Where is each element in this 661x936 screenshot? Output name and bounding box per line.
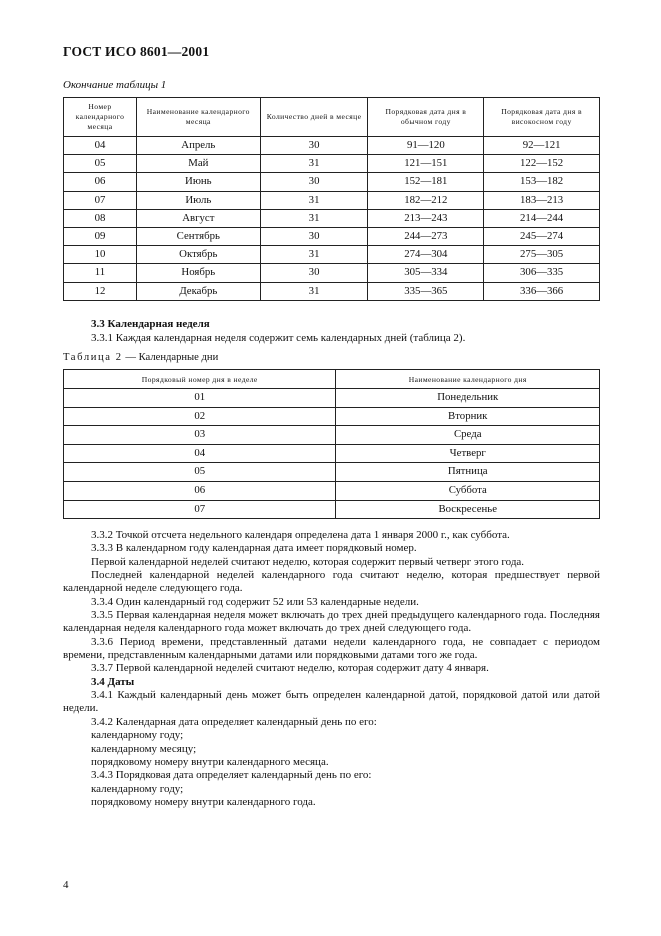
table1 (63, 97, 600, 301)
body-text (63, 529, 600, 809)
page-number: 4 (63, 879, 69, 891)
table-cell: 08 (64, 209, 137, 227)
table-cell: 306—335 (484, 264, 600, 282)
table-cell: 92—121 (484, 137, 600, 155)
table1-header-cell: Количество дней в месяце (260, 98, 368, 137)
table-cell: 122—152 (484, 155, 600, 173)
table-cell: 214—244 (484, 209, 600, 227)
table-cell: 31 (260, 209, 368, 227)
table1-header-cell: Наименование календарного месяца (136, 98, 260, 137)
paragraph: 3.4.1 Каждый календарный день может быть определен календарной датой, порядковой датой или датой недели. (63, 689, 600, 715)
table-cell: 182—212 (368, 191, 484, 209)
paragraph: календарному году; (91, 729, 184, 742)
table2-caption-label: Таблица 2 (63, 352, 123, 363)
table-cell: 06 (64, 173, 137, 191)
paragraph: порядковому номеру внутри календарного месяца. (91, 755, 329, 768)
section-heading: 3.4 Даты (91, 675, 135, 688)
table-row (64, 407, 600, 426)
table-cell: 244—273 (368, 228, 484, 246)
table1-header-cell: Номер календарного месяца (64, 98, 137, 137)
table-cell: Пятница (336, 463, 600, 482)
table-cell: 07 (64, 500, 336, 519)
table-row (64, 481, 600, 500)
table-cell: 11 (64, 264, 137, 282)
paragraph: 3.3.5 Первая календарная неделя может включать до трех дней предыдущего календарного года. Последняя календарная неделя календарного года может включать до трех дней следующего года. (63, 609, 600, 635)
table2-header-row (64, 370, 600, 389)
table-cell: 05 (64, 463, 336, 482)
table-row (64, 389, 600, 408)
document-header: ГОСТ ИСО 8601—2001 (63, 44, 210, 59)
table-cell: 274—304 (368, 246, 484, 264)
table-row (64, 463, 600, 482)
table-row (64, 500, 600, 519)
table-cell: 10 (64, 246, 137, 264)
table2-caption (63, 352, 218, 363)
table-cell: 275—305 (484, 246, 600, 264)
table2-caption-text: — Календарные дни (122, 352, 219, 363)
table-row (64, 246, 600, 264)
table-cell: 31 (260, 282, 368, 300)
paragraph: календарному месяцу; (91, 742, 197, 755)
table-cell: 305—334 (368, 264, 484, 282)
table-cell: 03 (64, 426, 336, 445)
table1-header-cell: Порядковая дата дня в обычном году (368, 98, 484, 137)
table-row (64, 228, 600, 246)
table-row (64, 209, 600, 227)
section-3-3-heading: 3.3 Календарная неделя (91, 318, 210, 330)
paragraph: календарному году; (91, 782, 184, 795)
table2-header-cell: Порядковый номер дня в неделе (64, 370, 336, 389)
table-cell: Суббота (336, 481, 600, 500)
table-cell: Вторник (336, 407, 600, 426)
paragraph: 3.3.6 Период времени, представленный датами недели календарного года, не совпадает с периодом времени, представленным календарными датами или порядковыми датами того же года. (63, 635, 600, 662)
table-cell: 152—181 (368, 173, 484, 191)
table-cell: Октябрь (136, 246, 260, 264)
table2 (63, 369, 600, 519)
table-row (64, 191, 600, 209)
paragraph: 3.3.2 Точкой отсчета недельного календаря определена дата 1 января 2000 г., как суббота. (91, 529, 510, 541)
paragraph: Последней календарной неделей календарного года считают неделю, которая предшествует первой календарной неделе следующего года. (63, 569, 600, 595)
table1-header-row (64, 98, 600, 137)
table-cell: Воскресенье (336, 500, 600, 519)
table-cell: 04 (64, 137, 137, 155)
paragraph: 3.3.4 Один календарный год содержит 52 или 53 календарные недели. (91, 595, 419, 608)
paragraph: 3.4.2 Календарная дата определяет календарный день по его: (91, 715, 377, 728)
table-row (64, 444, 600, 463)
paragraph: Первой календарной неделей считают неделю, которая содержит первый четверг этого года. (91, 555, 525, 568)
table1-caption: Окончание таблицы 1 (63, 79, 167, 91)
paragraph: 3.3.3 В календарном году календарная дата имеет порядковый номер. (91, 542, 417, 555)
table2-body (64, 389, 600, 519)
table1-header-cell: Порядковая дата дня в високосном году (484, 98, 600, 137)
paragraph-3-3-1: 3.3.1 Каждая календарная неделя содержит семь календарных дней (таблица 2). (91, 332, 466, 344)
table-cell: 91—120 (368, 137, 484, 155)
table-cell: 336—366 (484, 282, 600, 300)
table-cell: 31 (260, 191, 368, 209)
table-row (64, 264, 600, 282)
table-cell: 09 (64, 228, 137, 246)
table-cell: 30 (260, 264, 368, 282)
table-cell: 06 (64, 481, 336, 500)
table-cell: 335—365 (368, 282, 484, 300)
table-cell: 31 (260, 155, 368, 173)
table1-body (64, 137, 600, 301)
table-cell: 31 (260, 246, 368, 264)
table-cell: Среда (336, 426, 600, 445)
table-cell: 153—182 (484, 173, 600, 191)
table2-header-cell: Наименование календарного дня (336, 370, 600, 389)
table-cell: 245—274 (484, 228, 600, 246)
table-row (64, 282, 600, 300)
table-cell: Понедельник (336, 389, 600, 408)
table-cell: 07 (64, 191, 137, 209)
table-cell: 30 (260, 228, 368, 246)
table-cell: Май (136, 155, 260, 173)
table-cell: 183—213 (484, 191, 600, 209)
table-cell: 30 (260, 173, 368, 191)
table-cell: Четверг (336, 444, 600, 463)
table-cell: Август (136, 209, 260, 227)
table-cell: 30 (260, 137, 368, 155)
table-cell: Июнь (136, 173, 260, 191)
table-cell: Апрель (136, 137, 260, 155)
table-row (64, 426, 600, 445)
table-cell: 121—151 (368, 155, 484, 173)
table-row (64, 137, 600, 155)
table-cell: Сентябрь (136, 228, 260, 246)
table-cell: 12 (64, 282, 137, 300)
table-cell: Июль (136, 191, 260, 209)
table-row (64, 155, 600, 173)
paragraph: порядковому номеру внутри календарного года. (91, 795, 316, 808)
paragraph: 3.4.3 Порядковая дата определяет календарный день по его: (91, 769, 372, 782)
table-row (64, 173, 600, 191)
table-cell: 02 (64, 407, 336, 426)
table-cell: Декабрь (136, 282, 260, 300)
table-cell: 01 (64, 389, 336, 408)
table-cell: 213—243 (368, 209, 484, 227)
table-cell: 04 (64, 444, 336, 463)
table-cell: 05 (64, 155, 137, 173)
paragraph: 3.3.7 Первой календарной неделей считают неделю, которая содержит дату 4 января. (91, 662, 489, 675)
table-cell: Ноябрь (136, 264, 260, 282)
